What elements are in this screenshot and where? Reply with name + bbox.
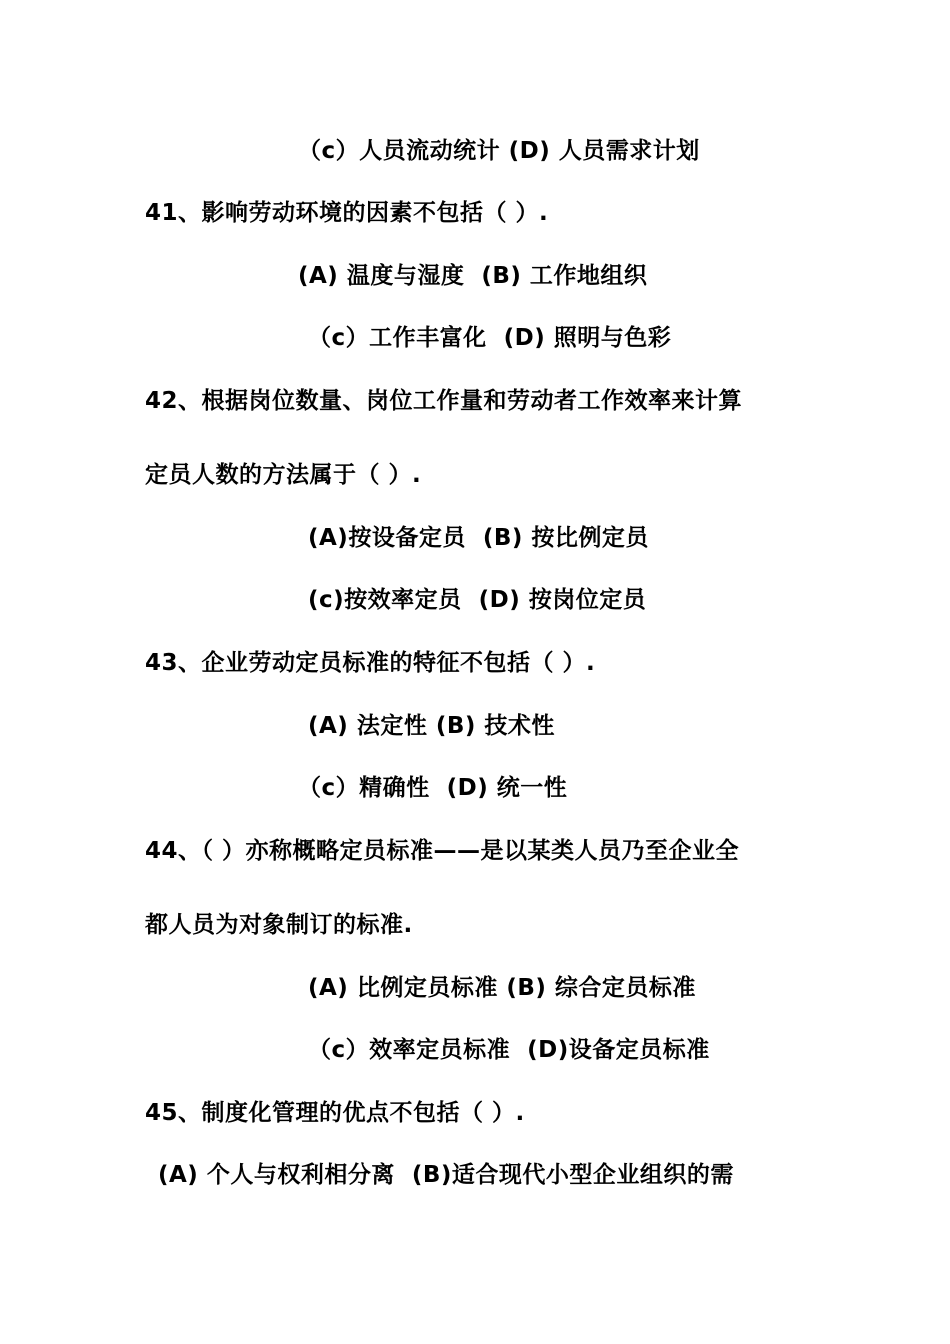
q42-question-line2: 定员人数的方法属于（ ）. bbox=[145, 462, 422, 488]
q43-options-ab: (A) 法定性 (B) 技术性 bbox=[308, 713, 555, 739]
q42-options-ab: (A)按设备定员 (B) 按比例定员 bbox=[308, 525, 649, 551]
q41-options-ab: (A) 温度与湿度 (B) 工作地组织 bbox=[298, 263, 648, 289]
q43-options-cd: （c）精确性 (D) 统一性 bbox=[298, 775, 568, 801]
q44-options-ab: (A) 比例定员标准 (B) 综合定员标准 bbox=[308, 975, 696, 1001]
q44-question-line1: 44、（ ）亦称概略定员标准——是以某类人员乃至企业全 bbox=[145, 838, 740, 864]
q45-question: 45、制度化管理的优点不包括（ ）. bbox=[145, 1100, 525, 1126]
q45-options-ab: (A) 个人与权利相分离 (B)适合现代小型企业组织的需 bbox=[158, 1162, 734, 1188]
q44-question-line2: 都人员为对象制订的标准. bbox=[145, 912, 413, 938]
q42-question-line1: 42、根据岗位数量、岗位工作量和劳动者工作效率来计算 bbox=[145, 388, 743, 414]
q44-options-cd: （c）效率定员标准 (D)设备定员标准 bbox=[308, 1037, 710, 1063]
q42-options-cd: (c)按效率定员 (D) 按岗位定员 bbox=[308, 587, 647, 613]
q40-options-cd: （c）人员流动统计 (D) 人员需求计划 bbox=[298, 138, 700, 164]
q41-options-cd: （c）工作丰富化 (D) 照明与色彩 bbox=[308, 325, 672, 351]
q43-question: 43、企业劳动定员标准的特征不包括（ ）. bbox=[145, 650, 596, 676]
q41-question: 41、影响劳动环境的因素不包括（ ）. bbox=[145, 200, 549, 226]
